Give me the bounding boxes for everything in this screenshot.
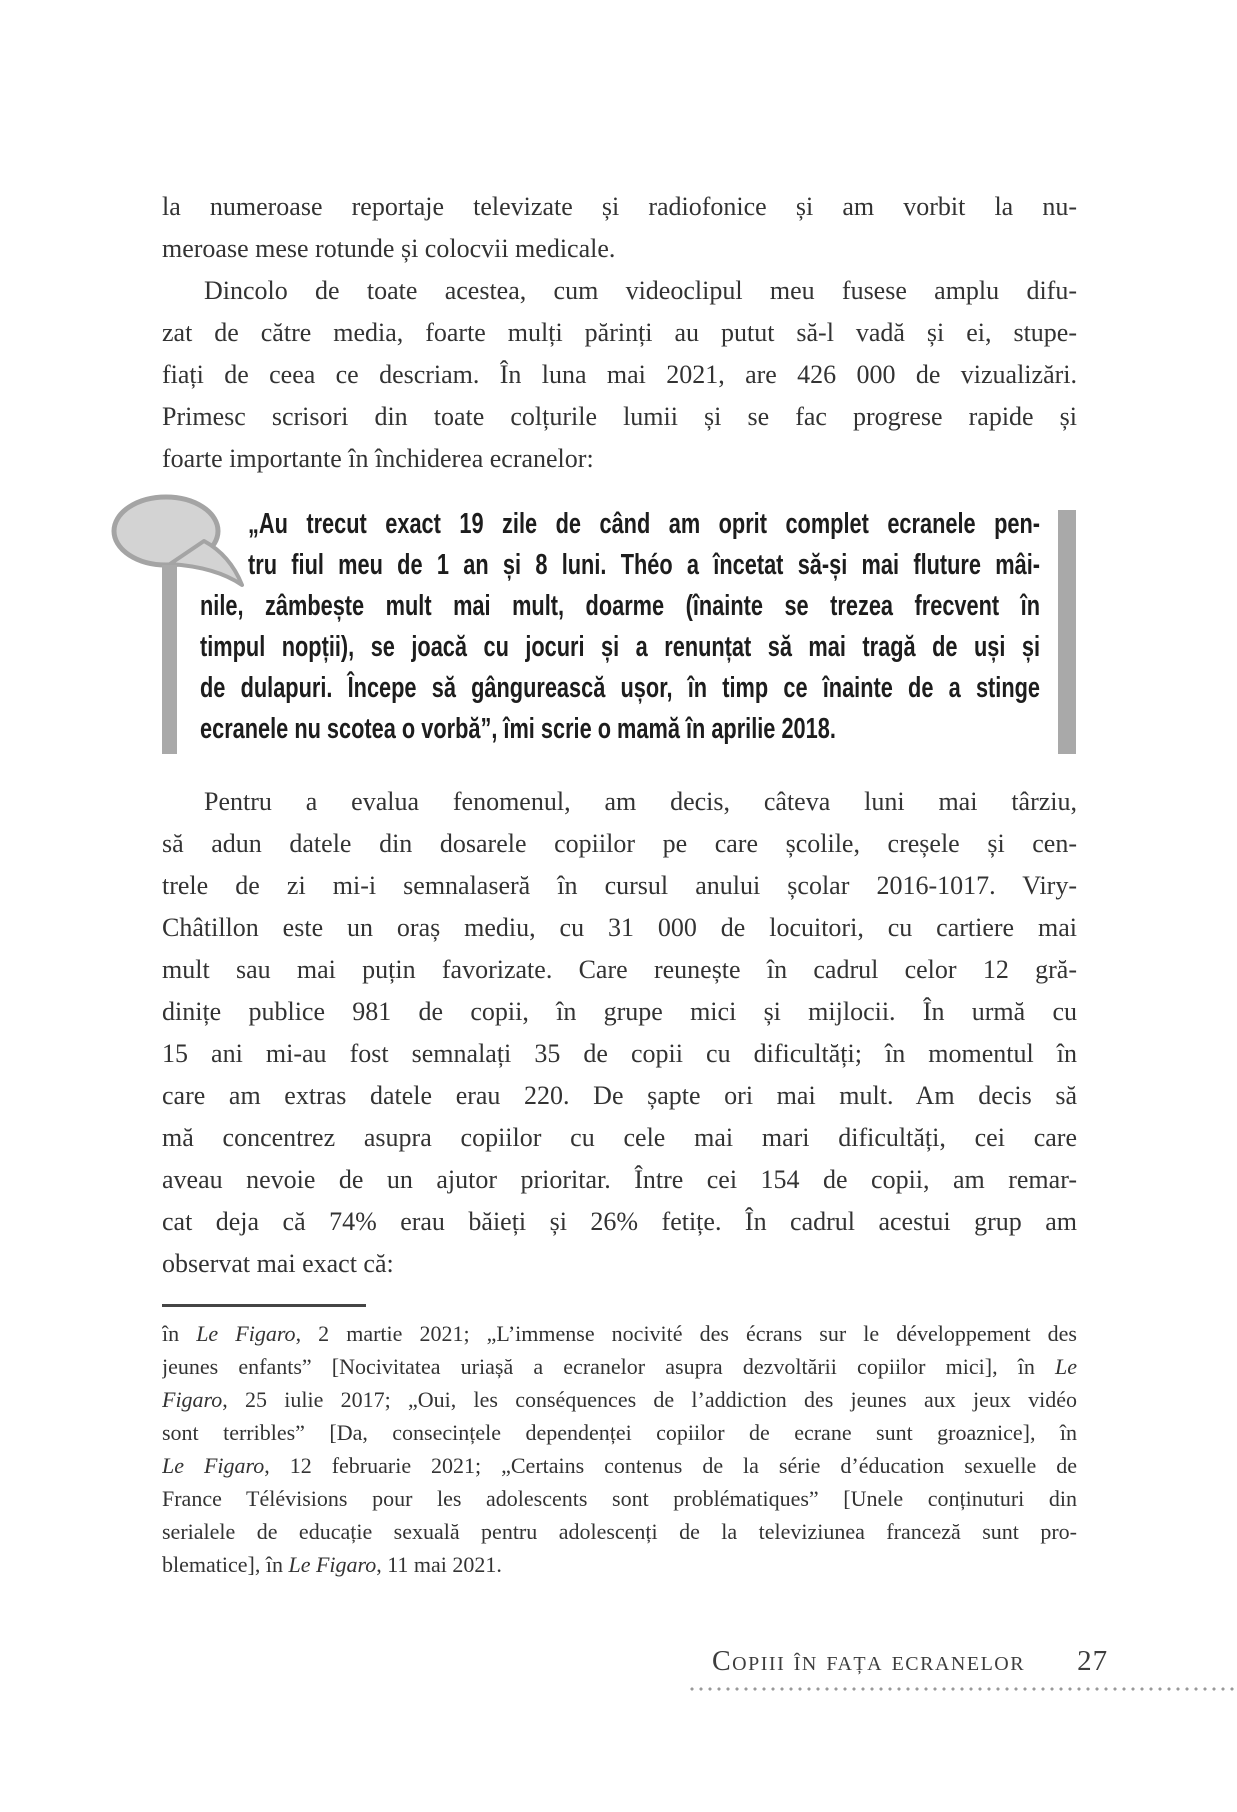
text-column: [162, 186, 1077, 1581]
quote-text: [200, 504, 1040, 750]
body-text-line: care am extras datele erau 220. De șapte ori mai mult. Am decis să: [162, 1081, 1077, 1110]
body-text-line: zat de către media, foarte mulți părinți au putut să-l vadă și ei, stupe-: [162, 318, 1077, 347]
footnote-line: jeunes enfants” [Nocivitatea uriașă a ecranelor asupra dezvoltării copiilor mici], în Le: [162, 1354, 1077, 1379]
body-text-line: fiați de ceea ce descriam. În luna mai 2021, are 426 000 de vizualizări.: [162, 360, 1077, 389]
body-text-line: mă concentrez asupra copiilor cu cele mai mari dificultăți, cei care: [162, 1123, 1077, 1152]
body-text-line: Dincolo de toate acestea, cum videoclipul meu fusese amplu difu-: [204, 276, 1077, 305]
quote-bar-right: [1058, 510, 1076, 754]
page-number: 27: [1077, 1645, 1109, 1677]
page-footer: [712, 1645, 1108, 1678]
footnote-line: Le Figaro, 12 februarie 2021; „Certains contenus de la série d’éducation sexuelle de: [162, 1453, 1077, 1478]
quote-text-line: timpul nopții), se joacă cu jocuri și a renunțat să mai tragă de uși și: [200, 631, 1040, 663]
footnote: [162, 1317, 1077, 1581]
body-text-line: trele de zi mi-i semnalaseră în cursul anului școlar 2016-1017. Viry-: [162, 871, 1077, 900]
body-text-line: la numeroase reportaje televizate și radiofonice și am vorbit la nu-: [162, 192, 1077, 221]
footnote-line: serialele de educație sexuală pentru adolescenți de la televiziunea franceză sunt pro-: [162, 1519, 1077, 1544]
body-text-line: cat deja că 74% erau băieți și 26% fetițe. În cadrul acestui grup am: [162, 1207, 1077, 1236]
quote-text-line: tru fiul meu de 1 an și 8 luni. Théo a încetat să-și mai fluture mâi-: [248, 549, 1040, 581]
footnote-line: Figaro, 25 iulie 2017; „Oui, les conséquences de l’addiction des jeunes aux jeux vidéo: [162, 1387, 1077, 1412]
body-text-line: Primesc scrisori din toate colțurile lumii și se fac progrese rapide și: [162, 402, 1077, 431]
body-text-line: observat mai exact că:: [162, 1249, 394, 1278]
quote-block: [162, 504, 1077, 750]
quote-bar-left: [162, 565, 177, 754]
body-text-line: foarte importante în închiderea ecranelor:: [162, 444, 594, 473]
quote-text-line: „Au trecut exact 19 zile de când am oprit complet ecranele pen-: [248, 508, 1040, 540]
footnote-separator: [162, 1304, 366, 1307]
footer-dotted-rule: [690, 1687, 1237, 1691]
body-text-line: meroase mese rotunde și colocvii medicale.: [162, 234, 616, 263]
body-text-line: dinițe publice 981 de copii, în grupe mici și mijlocii. În urmă cu: [162, 997, 1077, 1026]
quote-text-line: ecranele nu scotea o vorbă”, îmi scrie o mamă în aprilie 2018.: [200, 713, 836, 745]
body-text-line: Pentru a evalua fenomenul, am decis, câteva luni mai târziu,: [204, 787, 1077, 816]
body-text-line: să adun datele din dosarele copiilor pe care școlile, creșele și cen-: [162, 829, 1077, 858]
footnote-line: France Télévisions pour les adolescents sont problématiques” [Unele conținuturi din: [162, 1486, 1077, 1511]
body-text-line: Châtillon este un oraș mediu, cu 31 000 de locuitori, cu cartiere mai: [162, 913, 1077, 942]
running-title: Copiii în fața ecranelor: [712, 1646, 1026, 1677]
body-paragraphs: [162, 186, 1077, 480]
body-text-line: 15 ani mi-au fost semnalați 35 de copii cu dificultăți; în momentul în: [162, 1039, 1077, 1068]
quote-text-line: de dulapuri. Începe să gângurească ușor, în timp ce înainte de a stinge: [200, 672, 1040, 704]
footnote-line: sont terribles” [Da, consecințele dependenței copiilor de ecrane sunt groaznice], în: [162, 1420, 1077, 1445]
footnote-line: în Le Figaro, 2 martie 2021; „L’immense nocivité des écrans sur le développement des: [162, 1321, 1077, 1346]
body-text-line: mult sau mai puțin favorizate. Care reunește în cadrul celor 12 gră-: [162, 955, 1077, 984]
footnote-line: blematice], în Le Figaro, 11 mai 2021.: [162, 1552, 502, 1577]
body-text-line: aveau nevoie de un ajutor prioritar. Între cei 154 de copii, am remar-: [162, 1165, 1077, 1194]
body-paragraph: [162, 781, 1077, 1285]
quote-text-line: nile, zâmbește mult mai mult, doarme (înainte se trezea frecvent în: [200, 590, 1040, 622]
